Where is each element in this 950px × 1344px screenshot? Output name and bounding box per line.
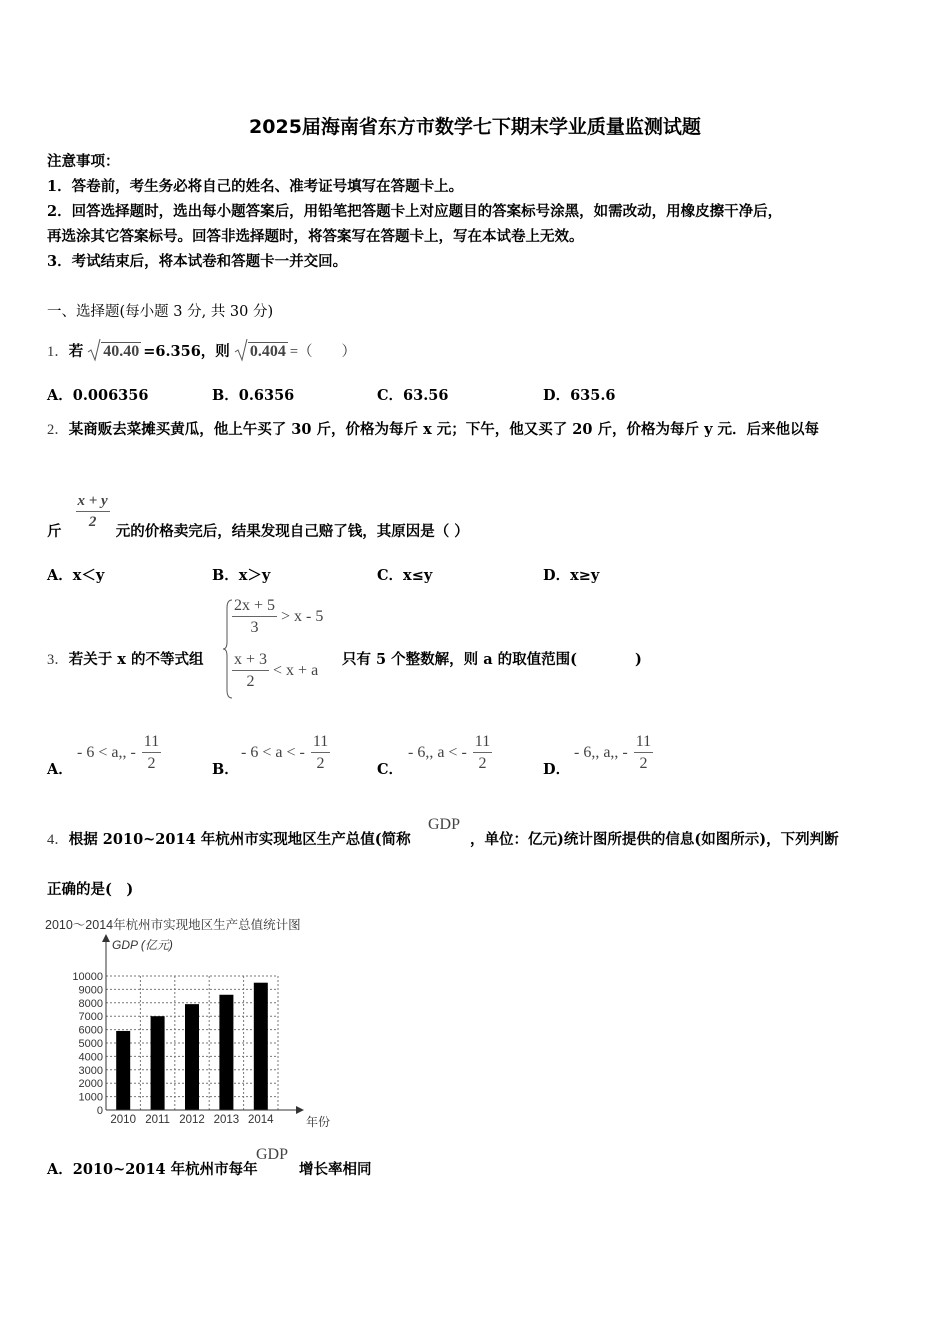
q3-pre: 若关于 x 的不等式组 [68,651,204,668]
inequality-1 [232,598,323,636]
option-label: A． [47,567,73,584]
y-tick-label: 0 [96,1105,103,1117]
question-number: 2． [47,422,69,438]
fraction-numerator: x + y [76,494,110,512]
fraction-numerator: x + 3 [232,652,269,671]
x-tick-label: 2011 [145,1114,170,1126]
fraction [232,598,277,636]
q3-option-a-label: A． [47,761,73,778]
option-text: x≤y [403,567,433,584]
question-number: 1． [47,344,69,360]
q1-option-b [212,386,294,406]
y-tick-label: 3000 [78,1064,103,1077]
gdp-term: GDP [256,1146,289,1163]
q3-option-d [574,734,653,772]
bar-2013 [219,995,233,1110]
question-3 [47,650,204,670]
question-number: 3． [47,652,69,668]
fraction-denominator: 2 [88,514,97,530]
q2-pre: 斤 [47,523,62,540]
radical-sign-icon [87,338,101,362]
x-axis-ticks [110,1114,274,1126]
q2-option-a [47,566,104,586]
y-axis-arrow-icon [102,934,110,942]
q3-post: 只有 5 个整数解，则 a 的取值范围( ) [342,651,642,668]
q3-option-b [241,734,330,772]
q3-option-c-label: C． [377,761,404,778]
fraction-numerator: 2x + 5 [232,598,277,617]
option-expression: - 6,, a,, - [574,744,628,761]
q3-option-c [408,734,492,772]
q2-option-c [377,566,432,586]
x-axis-label: 年份 [306,1115,331,1129]
option-label: B． [212,567,239,584]
sqrt-radicand: 40.40 [103,343,140,360]
x-tick-label: 2010 [110,1114,136,1126]
gdp-term: GDP [428,816,461,833]
q4-option-a-post: 增长率相同 [299,1161,372,1178]
option-text: 63.56 [403,387,449,404]
fraction [232,652,269,690]
question-1 [47,338,356,362]
sqrt-expression-2 [234,338,288,362]
notice-item-3: 3．考试结束后，将本试卷和答题卡一并交回。 [47,253,348,270]
chart-title: 2010～2014年杭州市实现地区生产总值统计图 [45,918,301,932]
inequality-system [222,598,342,700]
q1-option-a [47,386,148,406]
option-expression: - 6 < a,, - [77,744,136,761]
q2-option-d [543,566,599,586]
y-tick-label: 10000 [72,971,103,983]
sqrt-radicand: 0.404 [249,343,286,360]
y-tick-label: 2000 [78,1078,103,1091]
y-tick-label: 7000 [78,1011,103,1024]
section-heading: 一、选择题(每小题 3 分, 共 30 分) [47,304,274,320]
fraction-denominator: 2 [316,755,325,772]
question-number: 4． [47,832,69,848]
chart-bars [116,983,268,1110]
option-text: x＞y [238,567,271,584]
option-text: 0.6356 [238,387,295,404]
fraction-denominator: 3 [250,619,259,636]
bar-2011 [151,1016,165,1110]
notice-item-2: 2．回答选择题时，选出每小题答案后，用铅笔把答题卡上对应题目的答案标号涂黑，如需改动，用橡皮擦干净后， [47,203,783,220]
fraction-numerator: 11 [311,734,330,753]
q1-option-d [543,386,615,406]
q3-option-b-label: B． [212,761,239,778]
q1-option-c [377,386,448,406]
option-text: x＜y [72,567,105,584]
q1-post: =（ ） [289,344,356,360]
x-tick-label: 2012 [179,1114,205,1126]
y-tick-label: 8000 [78,997,103,1010]
fraction-numerator: 11 [634,734,653,753]
sqrt-expression-1 [87,338,141,362]
option-expression: - 6,, a < - [408,744,467,761]
option-text: x≥y [570,567,600,584]
option-label: D． [543,567,571,584]
x-tick-label: 2013 [213,1114,240,1126]
q3-option-a [77,734,161,772]
option-label: B． [212,387,239,404]
y-axis-ticks [72,971,103,1117]
fraction [142,734,161,772]
y-tick-label: 5000 [78,1038,103,1050]
option-label: C． [377,387,404,404]
fraction-denominator: 2 [639,755,648,772]
page-title: 2025届海南省东方市数学七下期末学业质量监测试题 [249,116,701,138]
y-tick-label: 9000 [78,984,103,997]
option-label: A． [47,1161,73,1178]
fraction-denominator: 2 [478,755,487,772]
q2-line1: 某商贩去菜摊买黄瓜，他上午买了 30 斤，价格为每斤 x 元；下午，他又买了 20 斤，价格为每斤 y 元．后来他以每 [68,421,820,438]
gdp-bar-chart [40,912,360,1134]
q1-mid: =6.356，则 [143,343,230,360]
bar-2010 [116,1031,130,1110]
y-axis-label: GDP (亿元) [112,938,173,952]
notice-item-1: 1．答卷前，考生务必将自己的姓名、准考证号填写在答题卡上。 [47,178,464,195]
fraction [634,734,653,772]
question-4 [47,830,411,850]
q2-line2 [47,482,469,542]
notice-heading: 注意事项： [47,153,120,170]
notice-item-2-cont: 再选涂其它答案标号。回答非选择题时，将答案写在答题卡上，写在本试卷上无效。 [47,228,584,245]
fraction-denominator: 2 [147,755,156,772]
q3-option-d-label: D． [543,761,571,778]
option-text: 0.006356 [72,387,149,404]
question-2 [47,420,819,440]
inequality-2 [232,652,318,690]
option-text: 635.6 [570,387,616,404]
q4-post: ，单位：亿元)统计图所提供的信息(如图所示)，下列判断 [470,831,839,848]
q4-line2: 正确的是( ) [47,881,134,898]
x-axis-arrow-icon [296,1106,304,1114]
option-label: C． [377,567,404,584]
option-text: 2010~2014 年杭州市每年 [72,1161,258,1178]
bar-2012 [185,1004,199,1110]
q2-option-b [212,566,270,586]
y-tick-label: 1000 [78,1091,103,1104]
x-tick-label: 2014 [248,1114,274,1126]
q2-post: 元的价格卖完后，结果发现自己赔了钱，其原因是（ ） [115,523,469,540]
fraction-numerator: 11 [473,734,492,753]
q4-pre: 根据 2010~2014 年杭州市实现地区生产总值(简称 [68,831,411,848]
option-label: A． [47,387,73,404]
fraction-denominator: 2 [246,673,255,690]
q4-option-a [47,1160,258,1180]
y-tick-label: 4000 [78,1051,103,1064]
option-expression: - 6 < a < - [241,744,305,761]
inequality-rhs: > x - 5 [281,608,324,625]
bar-2014 [254,983,268,1110]
fraction [76,494,110,530]
inequality-rhs: < x + a [273,662,319,679]
fraction [311,734,330,772]
q1-pre: 若 [68,343,84,360]
radical-sign-icon [234,338,248,362]
option-label: D． [543,387,571,404]
fraction [473,734,492,772]
fraction-numerator: 11 [142,734,161,753]
y-tick-label: 6000 [78,1024,103,1037]
